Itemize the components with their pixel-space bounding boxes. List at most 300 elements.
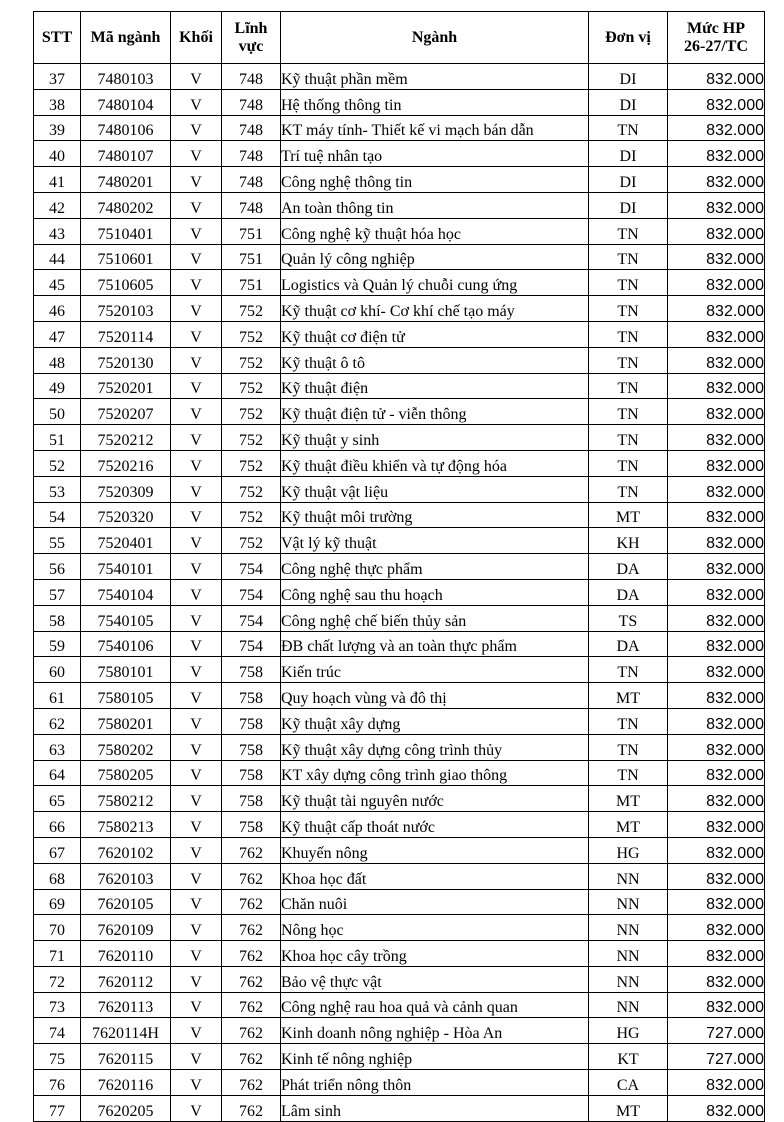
cell-stt: 62 xyxy=(34,708,81,734)
cell-linh-vuc: 748 xyxy=(222,64,281,90)
cell-linh-vuc: 748 xyxy=(222,115,281,141)
cell-don-vi: DI xyxy=(589,192,668,218)
cell-nganh: Công nghệ thông tin xyxy=(281,167,589,193)
cell-ma-nganh: 7520320 xyxy=(81,502,171,528)
cell-linh-vuc: 752 xyxy=(222,296,281,322)
cell-don-vi: MT xyxy=(589,683,668,709)
cell-stt: 53 xyxy=(34,476,81,502)
cell-don-vi: TN xyxy=(589,399,668,425)
cell-nganh: Kinh tế nông nghiệp xyxy=(281,1044,589,1070)
cell-muc-hp: 832.000 xyxy=(668,347,765,373)
cell-nganh: Kỹ thuật vật liệu xyxy=(281,476,589,502)
cell-ma-nganh: 7520401 xyxy=(81,528,171,554)
cell-nganh: Kinh doanh nông nghiệp - Hòa An xyxy=(281,1018,589,1044)
cell-linh-vuc: 762 xyxy=(222,1018,281,1044)
cell-ma-nganh: 7620116 xyxy=(81,1070,171,1096)
cell-nganh: Nông học xyxy=(281,915,589,941)
cell-linh-vuc: 758 xyxy=(222,683,281,709)
cell-muc-hp: 832.000 xyxy=(668,605,765,631)
cell-ma-nganh: 7510601 xyxy=(81,244,171,270)
cell-linh-vuc: 762 xyxy=(222,1070,281,1096)
table-row xyxy=(34,218,765,244)
cell-ma-nganh: 7620205 xyxy=(81,1095,171,1121)
cell-don-vi: TN xyxy=(589,450,668,476)
cell-muc-hp: 832.000 xyxy=(668,399,765,425)
cell-muc-hp: 727.000 xyxy=(668,1044,765,1070)
table-row xyxy=(34,192,765,218)
header-stt: STT xyxy=(34,12,81,64)
cell-khoi: V xyxy=(171,1095,222,1121)
cell-ma-nganh: 7540106 xyxy=(81,631,171,657)
cell-don-vi: DI xyxy=(589,141,668,167)
header-khoi: Khối xyxy=(171,12,222,64)
cell-nganh: Công nghệ thực phẩm xyxy=(281,554,589,580)
cell-linh-vuc: 762 xyxy=(222,889,281,915)
cell-stt: 55 xyxy=(34,528,81,554)
cell-muc-hp: 832.000 xyxy=(668,450,765,476)
cell-nganh: Vật lý kỹ thuật xyxy=(281,528,589,554)
cell-nganh: Kỹ thuật cơ khí- Cơ khí chế tạo máy xyxy=(281,296,589,322)
cell-khoi: V xyxy=(171,141,222,167)
cell-nganh: Kỹ thuật phần mềm xyxy=(281,64,589,90)
cell-nganh: Kỹ thuật tài nguyên nước xyxy=(281,786,589,812)
cell-linh-vuc: 752 xyxy=(222,321,281,347)
table-row xyxy=(34,734,765,760)
cell-khoi: V xyxy=(171,863,222,889)
cell-don-vi: NN xyxy=(589,915,668,941)
cell-muc-hp: 832.000 xyxy=(668,192,765,218)
cell-don-vi: TN xyxy=(589,657,668,683)
cell-stt: 48 xyxy=(34,347,81,373)
cell-stt: 37 xyxy=(34,64,81,90)
table-row xyxy=(34,476,765,502)
cell-stt: 74 xyxy=(34,1018,81,1044)
cell-linh-vuc: 754 xyxy=(222,554,281,580)
cell-stt: 46 xyxy=(34,296,81,322)
table-row xyxy=(34,837,765,863)
cell-nganh: Kỹ thuật ô tô xyxy=(281,347,589,373)
cell-linh-vuc: 762 xyxy=(222,1044,281,1070)
cell-linh-vuc: 758 xyxy=(222,786,281,812)
cell-linh-vuc: 762 xyxy=(222,837,281,863)
cell-stt: 63 xyxy=(34,734,81,760)
header-don-vi: Đơn vị xyxy=(589,12,668,64)
cell-stt: 41 xyxy=(34,167,81,193)
cell-ma-nganh: 7520130 xyxy=(81,347,171,373)
table-row xyxy=(34,863,765,889)
cell-linh-vuc: 748 xyxy=(222,167,281,193)
cell-muc-hp: 832.000 xyxy=(668,218,765,244)
cell-don-vi: NN xyxy=(589,941,668,967)
cell-ma-nganh: 7520212 xyxy=(81,425,171,451)
table-row xyxy=(34,889,765,915)
cell-ma-nganh: 7480103 xyxy=(81,64,171,90)
cell-muc-hp: 832.000 xyxy=(668,244,765,270)
cell-stt: 49 xyxy=(34,373,81,399)
table-row xyxy=(34,1044,765,1070)
cell-ma-nganh: 7480202 xyxy=(81,192,171,218)
cell-ma-nganh: 7520201 xyxy=(81,373,171,399)
cell-stt: 77 xyxy=(34,1095,81,1121)
cell-stt: 73 xyxy=(34,992,81,1018)
cell-ma-nganh: 7510401 xyxy=(81,218,171,244)
cell-stt: 40 xyxy=(34,141,81,167)
cell-stt: 47 xyxy=(34,321,81,347)
cell-stt: 67 xyxy=(34,837,81,863)
cell-linh-vuc: 762 xyxy=(222,992,281,1018)
cell-khoi: V xyxy=(171,167,222,193)
cell-khoi: V xyxy=(171,708,222,734)
cell-stt: 61 xyxy=(34,683,81,709)
cell-khoi: V xyxy=(171,554,222,580)
cell-nganh: Khoa học đất xyxy=(281,863,589,889)
cell-don-vi: MT xyxy=(589,1095,668,1121)
cell-khoi: V xyxy=(171,347,222,373)
cell-ma-nganh: 7510605 xyxy=(81,270,171,296)
cell-muc-hp: 727.000 xyxy=(668,1018,765,1044)
cell-don-vi: TN xyxy=(589,734,668,760)
cell-muc-hp: 832.000 xyxy=(668,476,765,502)
header-linh-vuc: Lĩnh vực xyxy=(222,12,281,64)
cell-khoi: V xyxy=(171,244,222,270)
table-row xyxy=(34,941,765,967)
cell-linh-vuc: 752 xyxy=(222,399,281,425)
cell-don-vi: DI xyxy=(589,167,668,193)
table-row xyxy=(34,683,765,709)
cell-linh-vuc: 748 xyxy=(222,89,281,115)
cell-muc-hp: 832.000 xyxy=(668,554,765,580)
table-row xyxy=(34,321,765,347)
cell-ma-nganh: 7520207 xyxy=(81,399,171,425)
cell-muc-hp: 832.000 xyxy=(668,1095,765,1121)
cell-nganh: Kỹ thuật xây dựng công trình thủy xyxy=(281,734,589,760)
cell-muc-hp: 832.000 xyxy=(668,296,765,322)
cell-muc-hp: 832.000 xyxy=(668,992,765,1018)
cell-khoi: V xyxy=(171,760,222,786)
table-row xyxy=(34,167,765,193)
cell-ma-nganh: 7620105 xyxy=(81,889,171,915)
cell-muc-hp: 832.000 xyxy=(668,270,765,296)
cell-muc-hp: 832.000 xyxy=(668,863,765,889)
cell-don-vi: NN xyxy=(589,966,668,992)
cell-khoi: V xyxy=(171,992,222,1018)
cell-khoi: V xyxy=(171,528,222,554)
cell-linh-vuc: 751 xyxy=(222,218,281,244)
cell-linh-vuc: 748 xyxy=(222,141,281,167)
cell-don-vi: MT xyxy=(589,502,668,528)
cell-ma-nganh: 7620115 xyxy=(81,1044,171,1070)
cell-stt: 39 xyxy=(34,115,81,141)
cell-nganh: Kiến trúc xyxy=(281,657,589,683)
cell-khoi: V xyxy=(171,373,222,399)
cell-don-vi: MT xyxy=(589,786,668,812)
table-row xyxy=(34,1095,765,1121)
cell-muc-hp: 832.000 xyxy=(668,502,765,528)
cell-ma-nganh: 7580212 xyxy=(81,786,171,812)
cell-linh-vuc: 758 xyxy=(222,734,281,760)
cell-nganh: Công nghệ kỹ thuật hóa học xyxy=(281,218,589,244)
cell-muc-hp: 832.000 xyxy=(668,657,765,683)
cell-khoi: V xyxy=(171,837,222,863)
cell-nganh: An toàn thông tin xyxy=(281,192,589,218)
cell-don-vi: DI xyxy=(589,89,668,115)
cell-nganh: ĐB chất lượng và an toàn thực phẩm xyxy=(281,631,589,657)
cell-stt: 64 xyxy=(34,760,81,786)
cell-ma-nganh: 7620109 xyxy=(81,915,171,941)
table-row xyxy=(34,425,765,451)
cell-ma-nganh: 7620114H xyxy=(81,1018,171,1044)
cell-nganh: Kỹ thuật cơ điện tử xyxy=(281,321,589,347)
cell-khoi: V xyxy=(171,296,222,322)
cell-muc-hp: 832.000 xyxy=(668,89,765,115)
cell-ma-nganh: 7620112 xyxy=(81,966,171,992)
cell-muc-hp: 832.000 xyxy=(668,141,765,167)
cell-linh-vuc: 754 xyxy=(222,631,281,657)
table-row xyxy=(34,631,765,657)
cell-ma-nganh: 7580201 xyxy=(81,708,171,734)
cell-linh-vuc: 751 xyxy=(222,270,281,296)
cell-nganh: Logistics và Quản lý chuỗi cung ứng xyxy=(281,270,589,296)
cell-nganh: Công nghệ sau thu hoạch xyxy=(281,579,589,605)
table-row xyxy=(34,966,765,992)
cell-stt: 50 xyxy=(34,399,81,425)
cell-khoi: V xyxy=(171,889,222,915)
cell-stt: 70 xyxy=(34,915,81,941)
cell-stt: 60 xyxy=(34,657,81,683)
cell-stt: 59 xyxy=(34,631,81,657)
cell-stt: 54 xyxy=(34,502,81,528)
cell-don-vi: DA xyxy=(589,631,668,657)
cell-stt: 69 xyxy=(34,889,81,915)
cell-stt: 57 xyxy=(34,579,81,605)
cell-linh-vuc: 758 xyxy=(222,657,281,683)
cell-stt: 44 xyxy=(34,244,81,270)
cell-nganh: Quản lý công nghiệp xyxy=(281,244,589,270)
table-row xyxy=(34,270,765,296)
cell-khoi: V xyxy=(171,218,222,244)
cell-khoi: V xyxy=(171,321,222,347)
cell-don-vi: TS xyxy=(589,605,668,631)
table-row xyxy=(34,115,765,141)
cell-linh-vuc: 752 xyxy=(222,476,281,502)
cell-linh-vuc: 758 xyxy=(222,708,281,734)
cell-nganh: Kỹ thuật xây dựng xyxy=(281,708,589,734)
cell-linh-vuc: 752 xyxy=(222,502,281,528)
cell-khoi: V xyxy=(171,605,222,631)
table-row xyxy=(34,657,765,683)
cell-linh-vuc: 758 xyxy=(222,760,281,786)
table-row xyxy=(34,528,765,554)
table-row xyxy=(34,89,765,115)
table-row xyxy=(34,605,765,631)
cell-don-vi: CA xyxy=(589,1070,668,1096)
cell-muc-hp: 832.000 xyxy=(668,528,765,554)
cell-stt: 75 xyxy=(34,1044,81,1070)
cell-muc-hp: 832.000 xyxy=(668,941,765,967)
cell-stt: 38 xyxy=(34,89,81,115)
cell-khoi: V xyxy=(171,115,222,141)
cell-don-vi: NN xyxy=(589,889,668,915)
cell-linh-vuc: 751 xyxy=(222,244,281,270)
cell-don-vi: NN xyxy=(589,863,668,889)
cell-muc-hp: 832.000 xyxy=(668,167,765,193)
cell-ma-nganh: 7540101 xyxy=(81,554,171,580)
cell-khoi: V xyxy=(171,89,222,115)
cell-khoi: V xyxy=(171,270,222,296)
cell-stt: 58 xyxy=(34,605,81,631)
cell-muc-hp: 832.000 xyxy=(668,760,765,786)
cell-don-vi: HG xyxy=(589,1018,668,1044)
cell-nganh: KT xây dựng công trình giao thông xyxy=(281,760,589,786)
cell-muc-hp: 832.000 xyxy=(668,966,765,992)
header-ma-nganh: Mã ngành xyxy=(81,12,171,64)
cell-don-vi: TN xyxy=(589,244,668,270)
table-row xyxy=(34,579,765,605)
table-row xyxy=(34,786,765,812)
table-row xyxy=(34,347,765,373)
cell-stt: 42 xyxy=(34,192,81,218)
cell-don-vi: DA xyxy=(589,554,668,580)
cell-nganh: Lâm sinh xyxy=(281,1095,589,1121)
table-row xyxy=(34,502,765,528)
cell-ma-nganh: 7580101 xyxy=(81,657,171,683)
cell-khoi: V xyxy=(171,64,222,90)
cell-khoi: V xyxy=(171,579,222,605)
cell-khoi: V xyxy=(171,812,222,838)
cell-muc-hp: 832.000 xyxy=(668,915,765,941)
cell-ma-nganh: 7540104 xyxy=(81,579,171,605)
cell-don-vi: TN xyxy=(589,708,668,734)
cell-don-vi: TN xyxy=(589,760,668,786)
table-row xyxy=(34,373,765,399)
table-row xyxy=(34,244,765,270)
cell-nganh: Hệ thống thông tin xyxy=(281,89,589,115)
cell-muc-hp: 832.000 xyxy=(668,321,765,347)
table-header-row xyxy=(34,12,765,64)
cell-muc-hp: 832.000 xyxy=(668,425,765,451)
cell-ma-nganh: 7540105 xyxy=(81,605,171,631)
cell-khoi: V xyxy=(171,941,222,967)
cell-nganh: Khuyến nông xyxy=(281,837,589,863)
table-row xyxy=(34,992,765,1018)
table-row xyxy=(34,64,765,90)
cell-linh-vuc: 752 xyxy=(222,347,281,373)
cell-nganh: Công nghệ rau hoa quả và cảnh quan xyxy=(281,992,589,1018)
cell-stt: 56 xyxy=(34,554,81,580)
cell-linh-vuc: 748 xyxy=(222,192,281,218)
cell-khoi: V xyxy=(171,657,222,683)
table-row xyxy=(34,296,765,322)
cell-linh-vuc: 762 xyxy=(222,915,281,941)
cell-nganh: Kỹ thuật điện tử - viễn thông xyxy=(281,399,589,425)
cell-don-vi: DI xyxy=(589,64,668,90)
cell-khoi: V xyxy=(171,683,222,709)
cell-nganh: Kỹ thuật y sinh xyxy=(281,425,589,451)
cell-khoi: V xyxy=(171,1018,222,1044)
cell-nganh: Kỹ thuật cấp thoát nước xyxy=(281,812,589,838)
cell-khoi: V xyxy=(171,476,222,502)
cell-khoi: V xyxy=(171,786,222,812)
cell-ma-nganh: 7620110 xyxy=(81,941,171,967)
cell-nganh: Khoa học cây trồng xyxy=(281,941,589,967)
cell-don-vi: TN xyxy=(589,476,668,502)
cell-don-vi: NN xyxy=(589,992,668,1018)
cell-nganh: Trí tuệ nhân tạo xyxy=(281,141,589,167)
table-row xyxy=(34,399,765,425)
cell-ma-nganh: 7580105 xyxy=(81,683,171,709)
cell-don-vi: KT xyxy=(589,1044,668,1070)
cell-don-vi: TN xyxy=(589,321,668,347)
cell-nganh: KT máy tính- Thiết kế vi mạch bán dẫn xyxy=(281,115,589,141)
cell-ma-nganh: 7620113 xyxy=(81,992,171,1018)
cell-nganh: Kỹ thuật môi trường xyxy=(281,502,589,528)
cell-khoi: V xyxy=(171,966,222,992)
cell-stt: 68 xyxy=(34,863,81,889)
cell-linh-vuc: 752 xyxy=(222,425,281,451)
cell-muc-hp: 832.000 xyxy=(668,631,765,657)
table-row xyxy=(34,760,765,786)
cell-khoi: V xyxy=(171,1070,222,1096)
cell-muc-hp: 832.000 xyxy=(668,734,765,760)
table-body xyxy=(34,64,765,1122)
cell-stt: 65 xyxy=(34,786,81,812)
cell-stt: 51 xyxy=(34,425,81,451)
cell-muc-hp: 832.000 xyxy=(668,373,765,399)
cell-stt: 76 xyxy=(34,1070,81,1096)
tuition-fee-table xyxy=(33,11,765,1122)
table-row xyxy=(34,141,765,167)
cell-nganh: Kỹ thuật điều khiển và tự động hóa xyxy=(281,450,589,476)
cell-stt: 71 xyxy=(34,941,81,967)
cell-khoi: V xyxy=(171,425,222,451)
cell-ma-nganh: 7520103 xyxy=(81,296,171,322)
cell-nganh: Bảo vệ thực vật xyxy=(281,966,589,992)
cell-linh-vuc: 762 xyxy=(222,966,281,992)
cell-don-vi: TN xyxy=(589,347,668,373)
cell-ma-nganh: 7580213 xyxy=(81,812,171,838)
cell-ma-nganh: 7620103 xyxy=(81,863,171,889)
cell-linh-vuc: 758 xyxy=(222,812,281,838)
cell-khoi: V xyxy=(171,450,222,476)
cell-ma-nganh: 7520309 xyxy=(81,476,171,502)
cell-linh-vuc: 762 xyxy=(222,1095,281,1121)
cell-don-vi: TN xyxy=(589,373,668,399)
cell-muc-hp: 832.000 xyxy=(668,812,765,838)
cell-khoi: V xyxy=(171,502,222,528)
cell-linh-vuc: 754 xyxy=(222,605,281,631)
cell-stt: 66 xyxy=(34,812,81,838)
cell-ma-nganh: 7480104 xyxy=(81,89,171,115)
cell-ma-nganh: 7520114 xyxy=(81,321,171,347)
cell-stt: 45 xyxy=(34,270,81,296)
table-row xyxy=(34,1070,765,1096)
cell-ma-nganh: 7480201 xyxy=(81,167,171,193)
cell-ma-nganh: 7580202 xyxy=(81,734,171,760)
cell-nganh: Phát triển nông thôn xyxy=(281,1070,589,1096)
cell-don-vi: KH xyxy=(589,528,668,554)
cell-khoi: V xyxy=(171,734,222,760)
cell-stt: 52 xyxy=(34,450,81,476)
cell-ma-nganh: 7480107 xyxy=(81,141,171,167)
cell-muc-hp: 832.000 xyxy=(668,786,765,812)
cell-khoi: V xyxy=(171,192,222,218)
cell-nganh: Chăn nuôi xyxy=(281,889,589,915)
cell-don-vi: TN xyxy=(589,115,668,141)
cell-khoi: V xyxy=(171,631,222,657)
header-muc-hp: Mức HP 26-27/TC xyxy=(668,12,765,64)
cell-muc-hp: 832.000 xyxy=(668,115,765,141)
cell-don-vi: HG xyxy=(589,837,668,863)
